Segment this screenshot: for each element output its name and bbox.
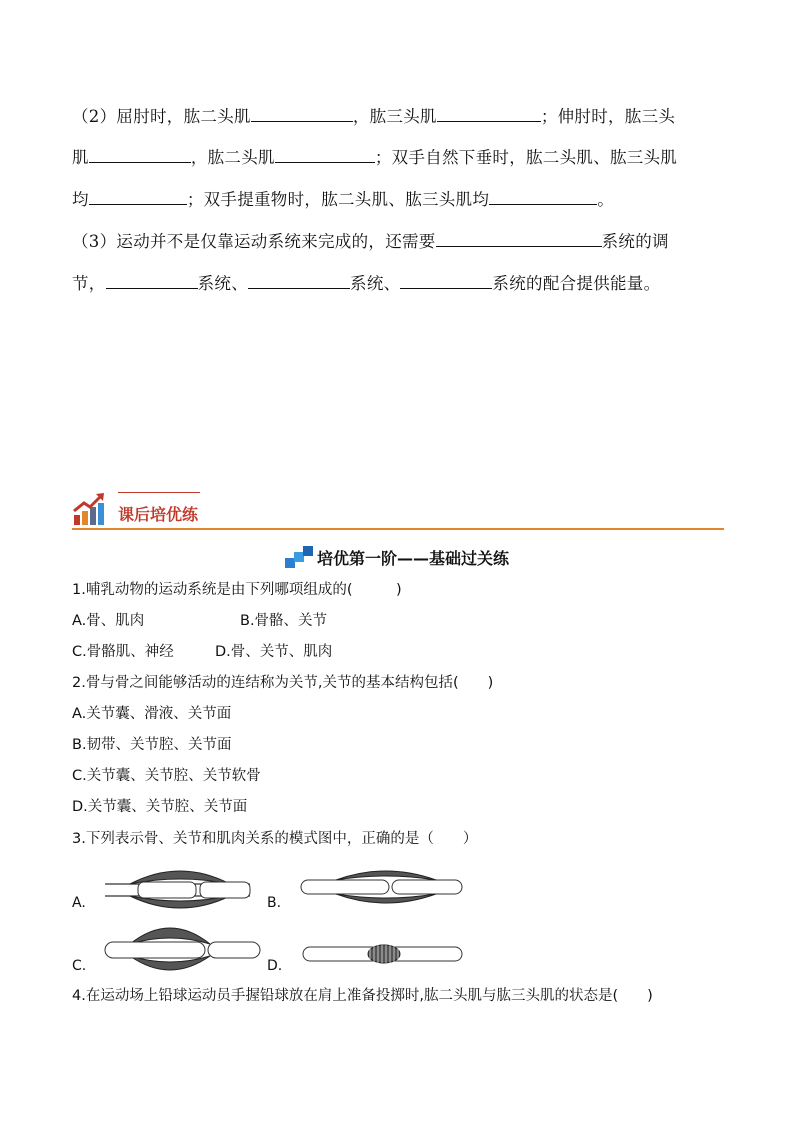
figure-c-label: C.: [72, 958, 87, 974]
option-1a: A.骨、肌肉: [72, 613, 145, 629]
text-segment: 。: [597, 190, 615, 209]
answer-blank[interactable]: [248, 272, 350, 289]
text-segment: ；双手提重物时，肱二头肌、肱三头肌均: [186, 190, 490, 209]
option-2d: D.关节囊、关节腔、关节面: [72, 799, 248, 815]
text-segment: 均: [72, 190, 89, 209]
answer-blank[interactable]: [106, 272, 198, 289]
figure-d-diagram: [300, 930, 470, 980]
text-segment: 系统的配合提供能量。: [492, 274, 661, 293]
figure-b-diagram: [296, 862, 466, 912]
answer-blank[interactable]: [400, 272, 492, 289]
answer-blank[interactable]: [89, 188, 187, 205]
question-2: 2.骨与骨之间能够活动的连结称为关节,关节的基本结构包括( ): [72, 675, 494, 691]
option-1b: B.骨骼、关节: [240, 613, 328, 629]
figure-c-diagram: [100, 918, 265, 978]
option-2a: A.关节囊、滑液、关节面: [72, 706, 232, 722]
question-1: 1.哺乳动物的运动系统是由下列哪项组成的( ): [72, 582, 402, 598]
sub-heading: [0, 546, 794, 569]
text-segment: ，肱三头肌: [352, 107, 437, 126]
fill-in-q3-line1: [72, 222, 724, 262]
text-segment: 系统的调: [601, 232, 669, 251]
answer-blank[interactable]: [89, 146, 191, 163]
fill-in-q2-line2: [72, 138, 724, 178]
fill-in-q2-line3: [72, 180, 724, 220]
text-segment: ；双手自然下垂时，肱二头肌、肱三头肌: [374, 148, 678, 167]
option-1c: C.骨骼肌、神经: [72, 644, 174, 660]
figure-d-label: D.: [267, 958, 283, 974]
section-header: [72, 490, 724, 530]
answer-blank[interactable]: [489, 188, 597, 205]
answer-blank[interactable]: [436, 230, 602, 247]
text-segment: （3）运动并不是仅靠运动系统来完成的，还需要: [72, 232, 436, 251]
text-segment: 肌: [72, 148, 89, 167]
stairs-icon: [285, 546, 313, 568]
figure-a-label: A.: [72, 895, 86, 911]
answer-blank[interactable]: [251, 105, 353, 122]
text-segment: ，肱二头肌: [190, 148, 275, 167]
question-4: 4.在运动场上铅球运动员手握铅球放在肩上准备投掷时,肱二头肌与肱三头肌的状态是( ): [72, 988, 653, 1004]
answer-blank[interactable]: [275, 146, 375, 163]
answer-blank[interactable]: [437, 105, 541, 122]
option-2c: C.关节囊、关节腔、关节软骨: [72, 768, 261, 784]
growth-chart-icon: [72, 491, 108, 527]
text-segment: ；伸肘时，肱三头: [540, 107, 676, 126]
text-segment: 系统、: [350, 274, 401, 293]
section-divider: [72, 528, 724, 530]
figure-a-diagram: [100, 862, 260, 912]
section-title: 课后培优练: [118, 505, 199, 524]
text-segment: 节，: [72, 274, 106, 293]
text-segment: 系统、: [197, 274, 249, 293]
option-1d: D.骨、关节、肌肉: [215, 644, 333, 660]
question-3: 3.下列表示骨、关节和肌肉关系的模式图中，正确的是（ ）: [72, 831, 478, 847]
section-accent-line: [118, 492, 200, 493]
sub-heading-text: 培优第一阶——基础过关练: [316, 549, 509, 568]
figure-b-label: B.: [267, 895, 282, 911]
option-2b: B.韧带、关节腔、关节面: [72, 737, 232, 753]
fill-in-q3-line2: [72, 264, 724, 304]
text-segment: （2）屈肘时，肱二头肌: [72, 107, 251, 126]
fill-in-q2-line1: [72, 97, 724, 137]
